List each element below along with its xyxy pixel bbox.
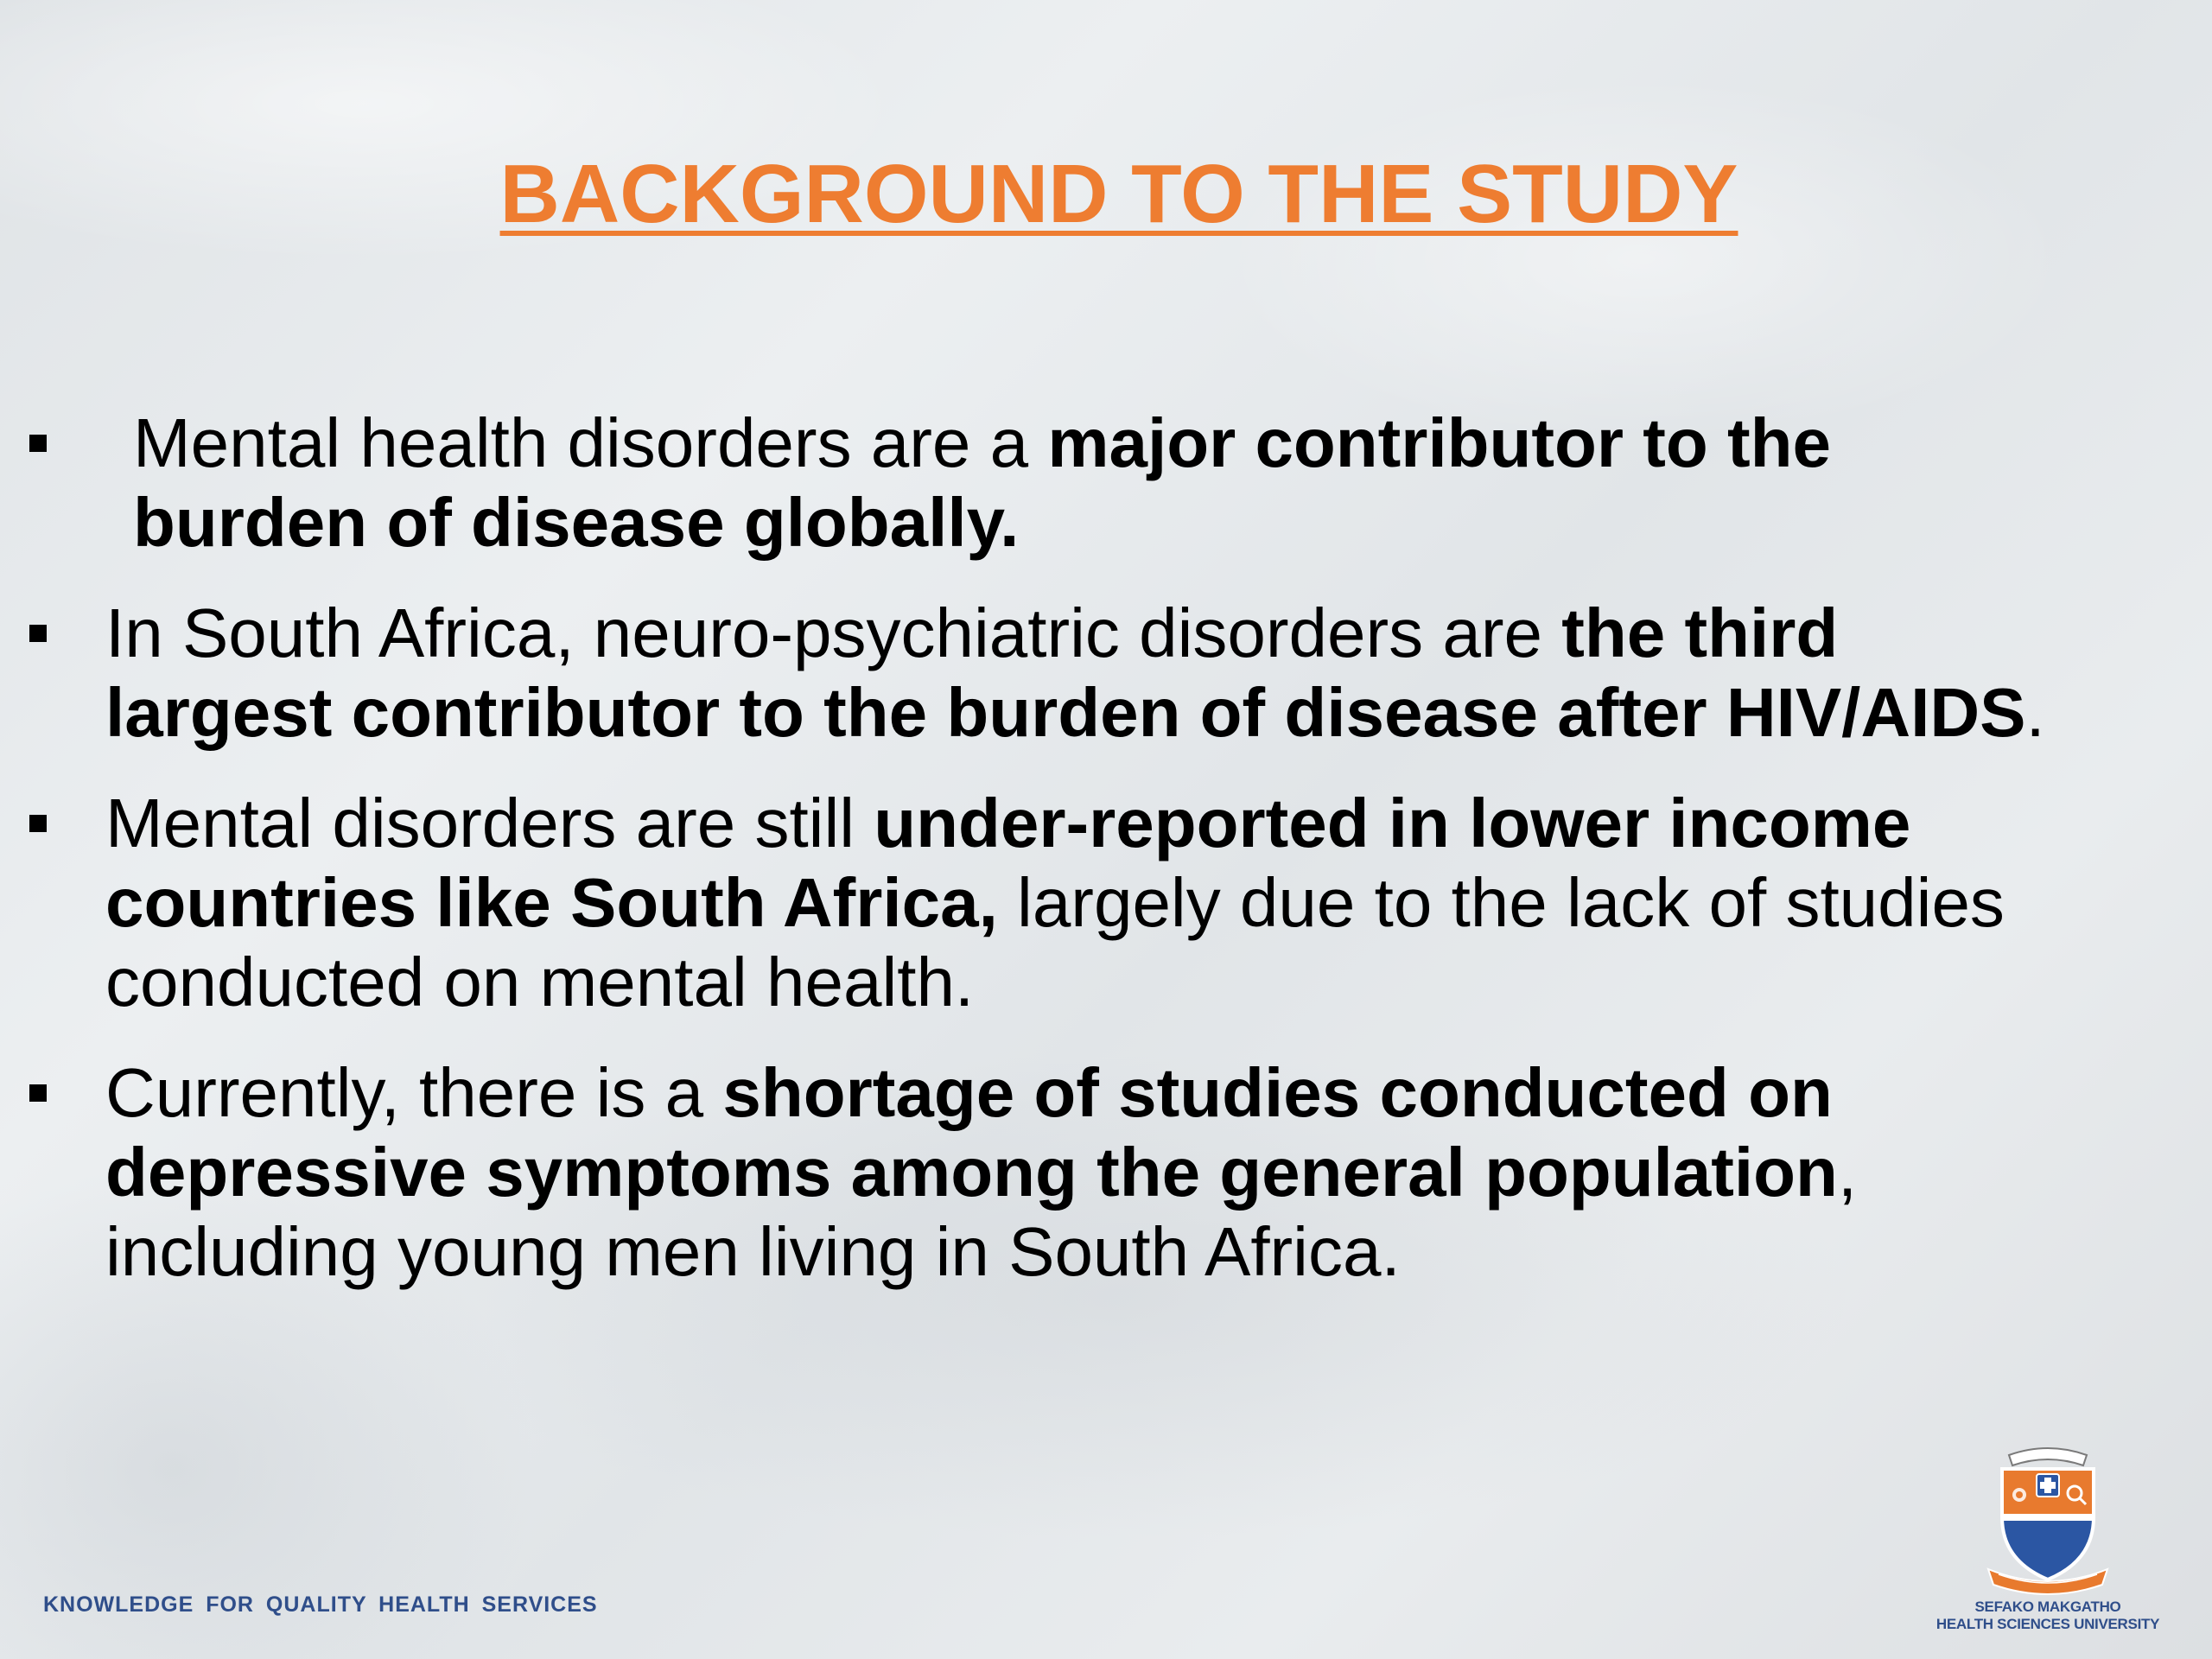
text-run: largely due to the lack of studies: [997, 864, 2005, 941]
text-run: Currently, there is a: [105, 1054, 723, 1131]
text-run: ,: [1837, 1134, 1858, 1211]
bold-text-run: shortage of studies conducted on: [722, 1054, 1833, 1131]
square-bullet-icon: [29, 815, 47, 832]
university-logo: [1936, 1434, 2160, 1642]
square-bullet-icon: [29, 435, 47, 452]
text-run: Mental health disorders are a: [133, 404, 1048, 481]
bold-text-run: depressive symptoms among the general population: [105, 1134, 1838, 1211]
bold-text-run: the third: [1561, 594, 1839, 671]
text-run: including young men living in South Africa.: [105, 1213, 1401, 1290]
bold-text-run: major contributor to the: [1047, 404, 1831, 481]
square-bullet-icon: [29, 625, 47, 642]
bullet-text: [105, 784, 2212, 1022]
square-bullet-icon: [29, 1084, 47, 1102]
bold-text-run: countries like South Africa,: [105, 864, 998, 941]
bullet-text: [105, 1053, 2212, 1292]
bold-text-run: largest contributor to the burden of disease after HIV/AIDS: [105, 674, 2026, 751]
text-run: Mental disorders are still: [105, 785, 874, 861]
university-crest-icon: [1983, 1440, 2113, 1600]
university-tagline: KNOWLEDGE FOR QUALITY HEALTH SERVICES: [43, 1592, 598, 1617]
university-name-line2: HEALTH SCIENCES UNIVERSITY: [1936, 1616, 2160, 1632]
bullet-text: [105, 594, 2212, 753]
slide-title: BACKGROUND TO THE STUDY: [499, 148, 1738, 240]
text-run: .: [2025, 674, 2045, 751]
text-run: conducted on mental health.: [105, 944, 975, 1020]
text-run: In South Africa, neuro-psychiatric disorders are: [105, 594, 1562, 671]
bold-text-run: under-reported in lower income: [874, 785, 1911, 861]
bold-text-run: burden of disease globally.: [133, 484, 1020, 561]
university-name-line1: SEFAKO MAKGATHO: [1974, 1599, 2121, 1615]
bullet-text: [133, 404, 2212, 563]
